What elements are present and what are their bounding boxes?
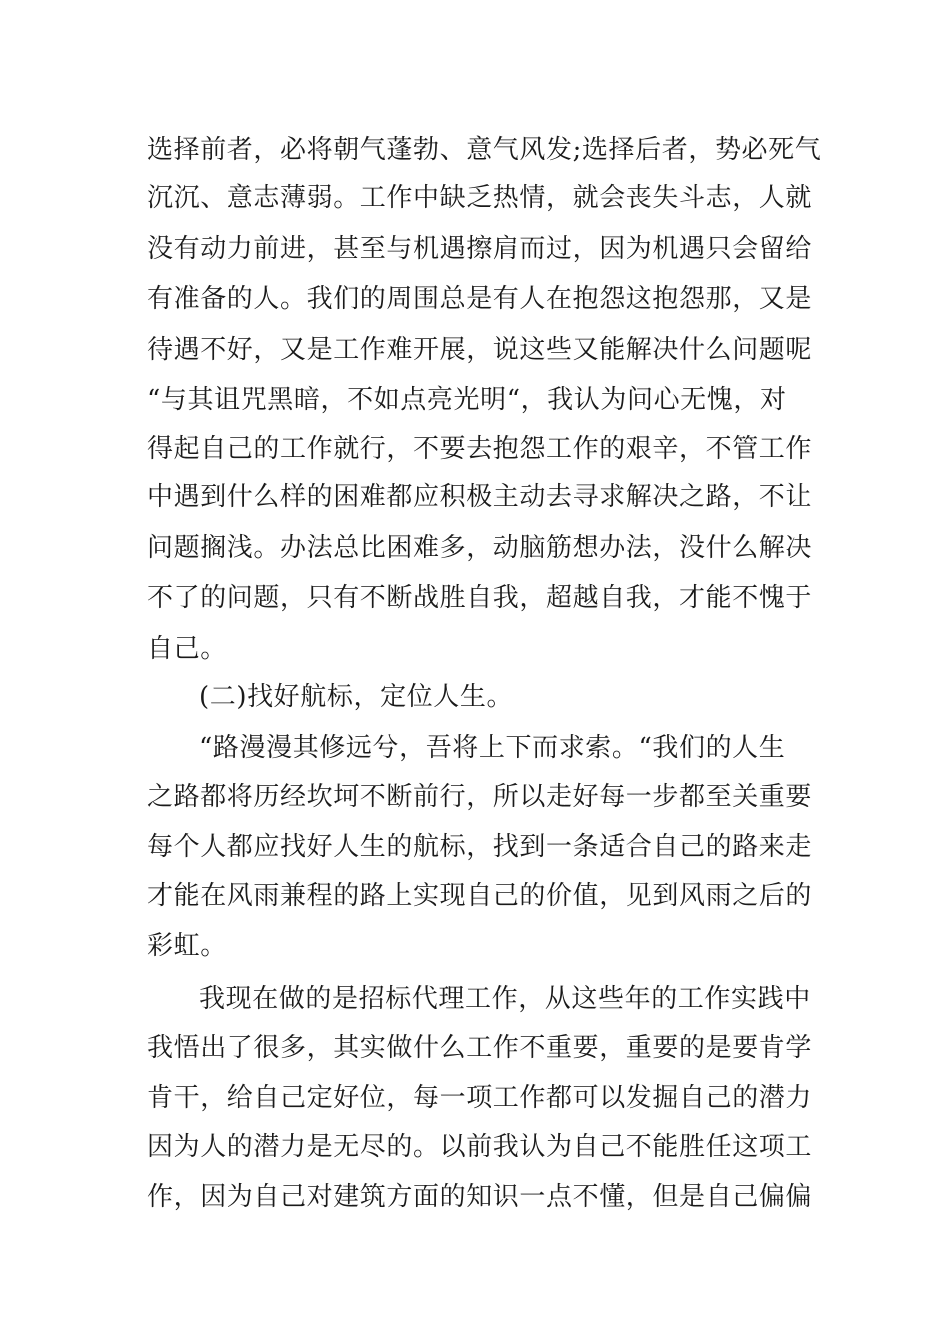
text-line: 才能在风雨兼程的路上实现自己的价值，见到风雨之后的 xyxy=(147,881,813,911)
text-line: 我悟出了很多，其实做什么工作不重要，重要的是要肯学 xyxy=(147,1033,813,1063)
text-line: 选择前者，必将朝气蓬勃、意气风发;选择后者，势必死气 xyxy=(147,135,822,165)
text-line: 中遇到什么样的困难都应积极主动去寻求解决之路，不让 xyxy=(147,482,813,512)
text-line: 得起自己的工作就行，不要去抱怨工作的艰辛，不管工作 xyxy=(147,434,813,464)
text-line: 没有动力前进，甚至与机遇擦肩而过，因为机遇只会留给 xyxy=(147,234,813,264)
text-line: 每个人都应找好人生的航标，找到一条适合自己的路来走 xyxy=(147,832,813,862)
text-line: 彩虹。 xyxy=(147,931,227,961)
section-heading: (二)找好航标，定位人生。 xyxy=(199,682,514,712)
text-line: 有准备的人。我们的周围总是有人在抱怨这抱怨那，又是 xyxy=(147,284,813,314)
text-line: 待遇不好，又是工作难开展，说这些又能解决什么问题呢 xyxy=(147,335,813,365)
text-line: 问题搁浅。办法总比困难多，动脑筋想办法，没什么解决 xyxy=(147,533,813,563)
text-line: 我现在做的是招标代理工作，从这些年的工作实践中 xyxy=(199,984,811,1014)
text-line: 肯干，给自己定好位，每一项工作都可以发掘自己的潜力 xyxy=(147,1083,813,1113)
text-line: 之路都将历经坎坷不断前行，所以走好每一步都至关重要 xyxy=(147,782,813,812)
text-line: 作，因为自己对建筑方面的知识一点不懂，但是自己偏偏 xyxy=(147,1182,813,1212)
text-line: “与其诅咒黑暗，不如点亮光明“，我认为问心无愧，对 xyxy=(147,385,787,415)
text-line: 自己。 xyxy=(147,634,227,664)
text-line: 因为人的潜力是无尽的。以前我认为自己不能胜任这项工 xyxy=(147,1132,813,1162)
text-line: 不了的问题，只有不断战胜自我，超越自我，才能不愧于 xyxy=(147,583,813,613)
text-line: “路漫漫其修远兮，吾将上下而求索。“我们的人生 xyxy=(199,733,786,763)
text-line: 沉沉、意志薄弱。工作中缺乏热情，就会丧失斗志，人就 xyxy=(147,183,813,213)
